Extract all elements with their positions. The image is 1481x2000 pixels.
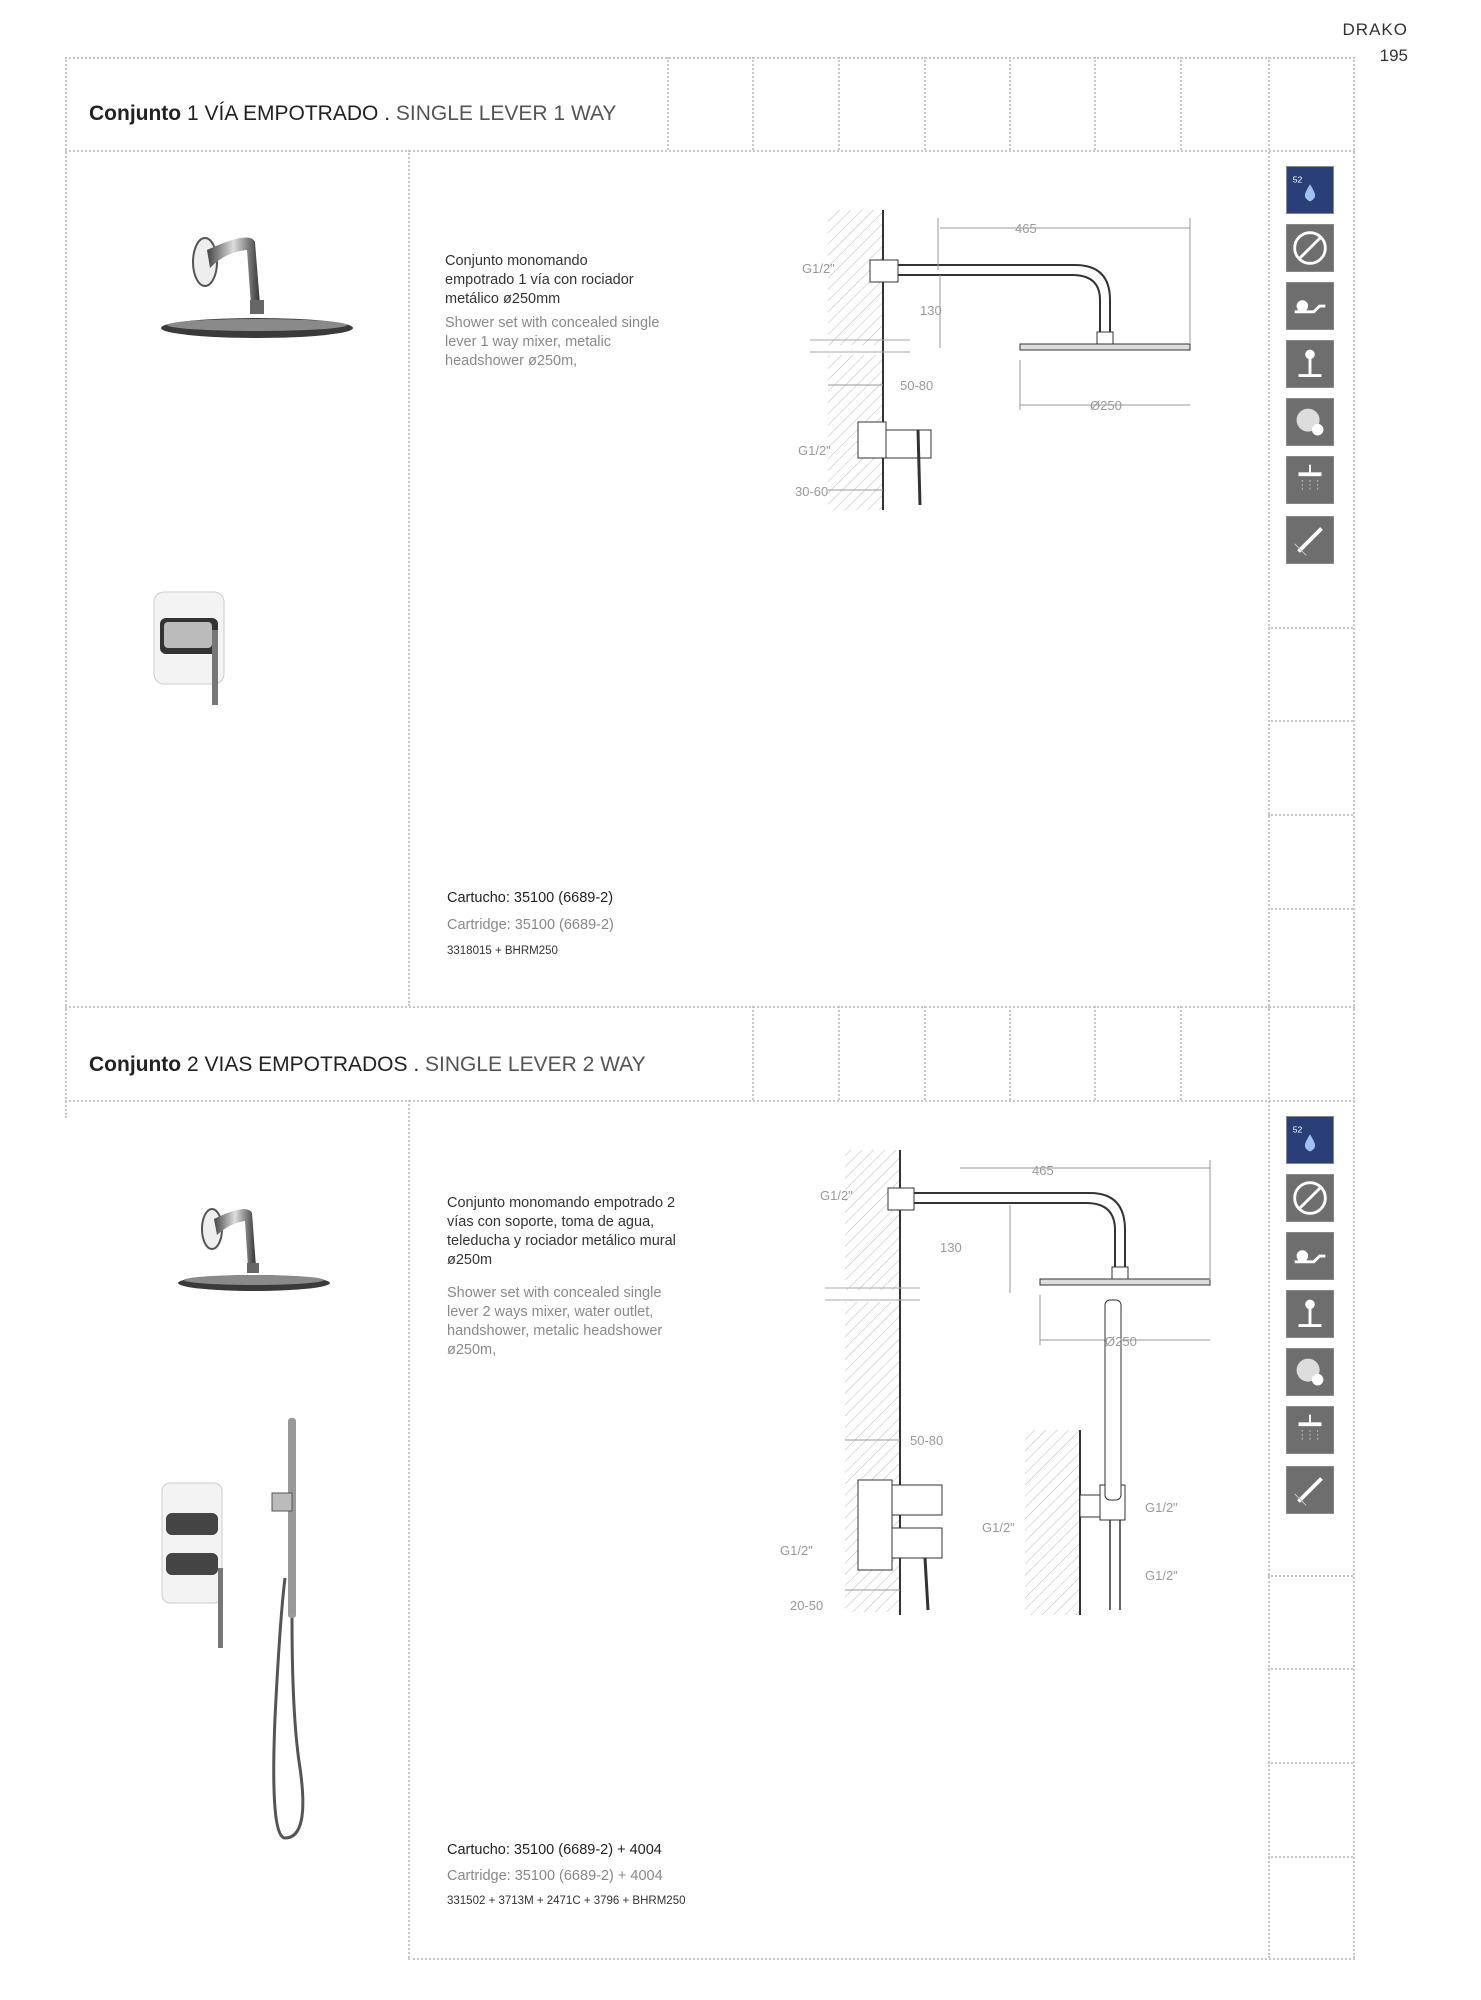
mixer-lever-icon xyxy=(1286,1290,1334,1338)
s2-dim-thread-outlet-side: G1/2" xyxy=(982,1520,1015,1535)
svg-text:52: 52 xyxy=(1292,1124,1303,1135)
section1-desc-en: Shower set with concealed single lever 1 way mixer, metalic headshower ø250m, xyxy=(445,315,660,369)
section1-code: 3318015 + BHRM250 xyxy=(447,945,558,957)
section1-cartucho: Cartucho: 35100 (6689-2) xyxy=(447,890,614,906)
s2-dim-width: 465 xyxy=(1032,1163,1054,1178)
section2-title-bold: Conjunto xyxy=(89,1053,182,1076)
s1-dim-thread-mixer: G1/2" xyxy=(798,443,831,458)
s2-dim-height: 130 xyxy=(940,1240,962,1255)
s2-dim-diameter: Ø250 xyxy=(1105,1334,1137,1349)
mixer-lever-icon xyxy=(1286,340,1334,388)
page-number: 195 xyxy=(1379,46,1408,65)
section2-title xyxy=(89,1053,646,1077)
section2-cartridge: Cartridge: 35100 (6689-2) + 4004 xyxy=(447,1868,663,1884)
anti-limescale-icon xyxy=(1286,224,1334,272)
section1-technical-drawing xyxy=(770,200,1210,520)
section1-desc-es: Conjunto monomando empotrado 1 vía con rociador metálico ø250mm xyxy=(445,253,634,307)
svg-text:52: 52 xyxy=(1292,174,1303,185)
section2-technical-drawing xyxy=(770,1140,1230,1640)
section2-code: 331502 + 3713M + 2471C + 3796 + BHRM250 xyxy=(447,1895,686,1907)
s2-dim-thread-outlet-b: G1/2" xyxy=(1145,1568,1178,1583)
handshower-icon xyxy=(1286,516,1334,564)
section2-title-es: 2 VIAS EMPOTRADOS . xyxy=(181,1053,420,1076)
section2-desc-en: Shower set with concealed single lever 2 ways mixer, water outlet, handshower, metalic headshower ø250m, xyxy=(447,1285,663,1358)
shower-spray-icon xyxy=(1286,398,1334,446)
headshower-icon xyxy=(1286,1406,1334,1454)
s1-dim-width: 465 xyxy=(1015,221,1037,236)
s1-dim-depth: 50-80 xyxy=(900,378,934,393)
thermostatic-hand-icon xyxy=(1286,1232,1334,1280)
pressure-52-icon xyxy=(1286,1116,1334,1164)
pressure-52-icon xyxy=(1286,166,1334,214)
section1-title-es: 1 VÍA EMPOTRADO . xyxy=(181,102,391,125)
s1-dim-thread-top: G1/2" xyxy=(802,261,835,276)
shower-spray-icon xyxy=(1286,1348,1334,1396)
s2-dim-thread-outlet-a: G1/2" xyxy=(1145,1500,1178,1515)
anti-limescale-icon xyxy=(1286,1174,1334,1222)
s1-dim-height: 130 xyxy=(920,303,942,318)
s2-dim-depth: 50-80 xyxy=(910,1433,944,1448)
section2-headshower-photo xyxy=(172,1195,337,1295)
s2-dim-thread-top: G1/2" xyxy=(820,1188,853,1203)
s1-dim-wall: 30-60 xyxy=(795,484,829,499)
handshower-icon xyxy=(1286,1466,1334,1514)
headshower-icon xyxy=(1286,456,1334,504)
section2-title-en: SINGLE LEVER 2 WAY xyxy=(419,1053,646,1076)
section1-cartridge: Cartridge: 35100 (6689-2) xyxy=(447,917,614,933)
s1-dim-diameter: Ø250 xyxy=(1090,398,1122,413)
section1-title-en: SINGLE LEVER 1 WAY xyxy=(390,102,617,125)
s2-dim-wall: 20-50 xyxy=(790,1598,824,1613)
section1-title xyxy=(89,102,616,126)
section2-mixer-handshower-photo xyxy=(160,1418,310,1848)
section2-cartucho: Cartucho: 35100 (6689-2) + 4004 xyxy=(447,1842,662,1858)
section1-headshower-photo xyxy=(155,220,365,345)
section1-mixer-photo xyxy=(152,590,232,715)
section2-desc-es: Conjunto monomando empotrado 2 vías con soporte, toma de agua, teleducha y rociador metálico mural ø250m xyxy=(447,1195,676,1268)
section1-title-bold: Conjunto xyxy=(89,102,182,125)
brand-name: DRAKO xyxy=(1342,20,1408,39)
thermostatic-hand-icon xyxy=(1286,282,1334,330)
s2-dim-thread-mixer: G1/2" xyxy=(780,1543,813,1558)
